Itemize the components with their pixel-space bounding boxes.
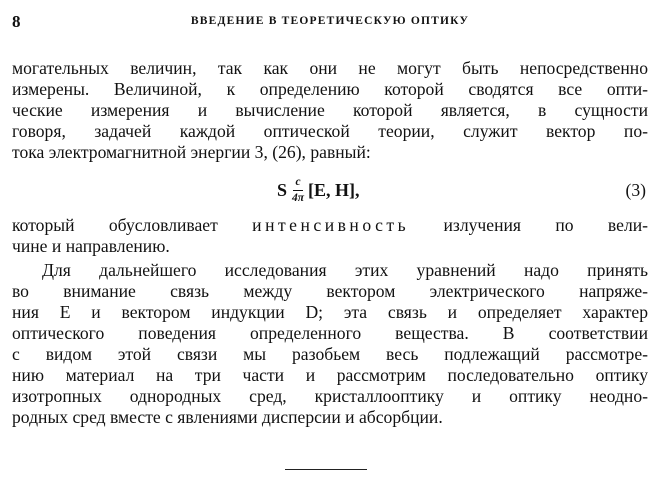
text-line: говоря, задачей каждой оптической теории, служит вектор по- bbox=[12, 121, 648, 141]
paragraph-body bbox=[12, 260, 648, 428]
text-line: Для дальнейшего исследования этих уравнений надо принять bbox=[42, 260, 648, 280]
text-line: оптического поведения определенного вещества. В соответствии bbox=[12, 323, 648, 343]
text-line: тока электромагнитной энергии 3, (26), равный: bbox=[12, 142, 371, 162]
text-line: чине и направлению. bbox=[12, 236, 170, 256]
text-line: нию материал на три части и рассмотрим последовательно оптику bbox=[12, 365, 648, 385]
text-line: изотропных однородных сред, кристаллооптику и оптику неодно- bbox=[12, 386, 648, 406]
paragraph-continuation bbox=[12, 58, 648, 163]
fraction-denominator: 4π bbox=[292, 191, 305, 204]
formula-rhs: [E, H], bbox=[308, 179, 360, 200]
running-title: ВВЕДЕНИЕ В ТЕОРЕТИЧЕСКУЮ ОПТИКУ bbox=[190, 15, 470, 27]
text-line: родных сред вместе с явлениями дисперсии и абсорбции. bbox=[12, 407, 443, 427]
text-line: с видом этой связи мы разобьем весь подлежащий рассмотре- bbox=[12, 344, 648, 364]
poynting-formula bbox=[277, 172, 360, 208]
text-line: измерены. Величиной, к определению которой сводятся все опти- bbox=[12, 79, 648, 99]
formula-fraction bbox=[292, 176, 304, 205]
text-line: ческие измерения и вычисление которой является, в сущности bbox=[12, 100, 648, 120]
display-equation bbox=[12, 172, 648, 208]
equation-number: (3) bbox=[625, 180, 646, 200]
text-line bbox=[12, 215, 648, 236]
formula-lhs: S bbox=[277, 179, 288, 200]
text-run: который обусловливает bbox=[12, 215, 253, 235]
page-header bbox=[12, 12, 648, 34]
spaced-emphasis: интенсивность bbox=[252, 215, 410, 235]
fraction-numerator: c bbox=[293, 176, 302, 191]
paragraph-after-formula bbox=[12, 215, 648, 257]
text-run: излучения по вели- bbox=[409, 215, 649, 235]
text-line: могательных величин, так как они не могут быть непосредственно bbox=[12, 58, 648, 78]
text-line: ния E и вектором индукции D; эта связь и определяет характер bbox=[12, 302, 648, 322]
page-number: 8 bbox=[12, 12, 21, 31]
section-end-rule bbox=[285, 469, 367, 470]
text-line: во внимание связь между вектором электрического напряже- bbox=[12, 281, 648, 301]
